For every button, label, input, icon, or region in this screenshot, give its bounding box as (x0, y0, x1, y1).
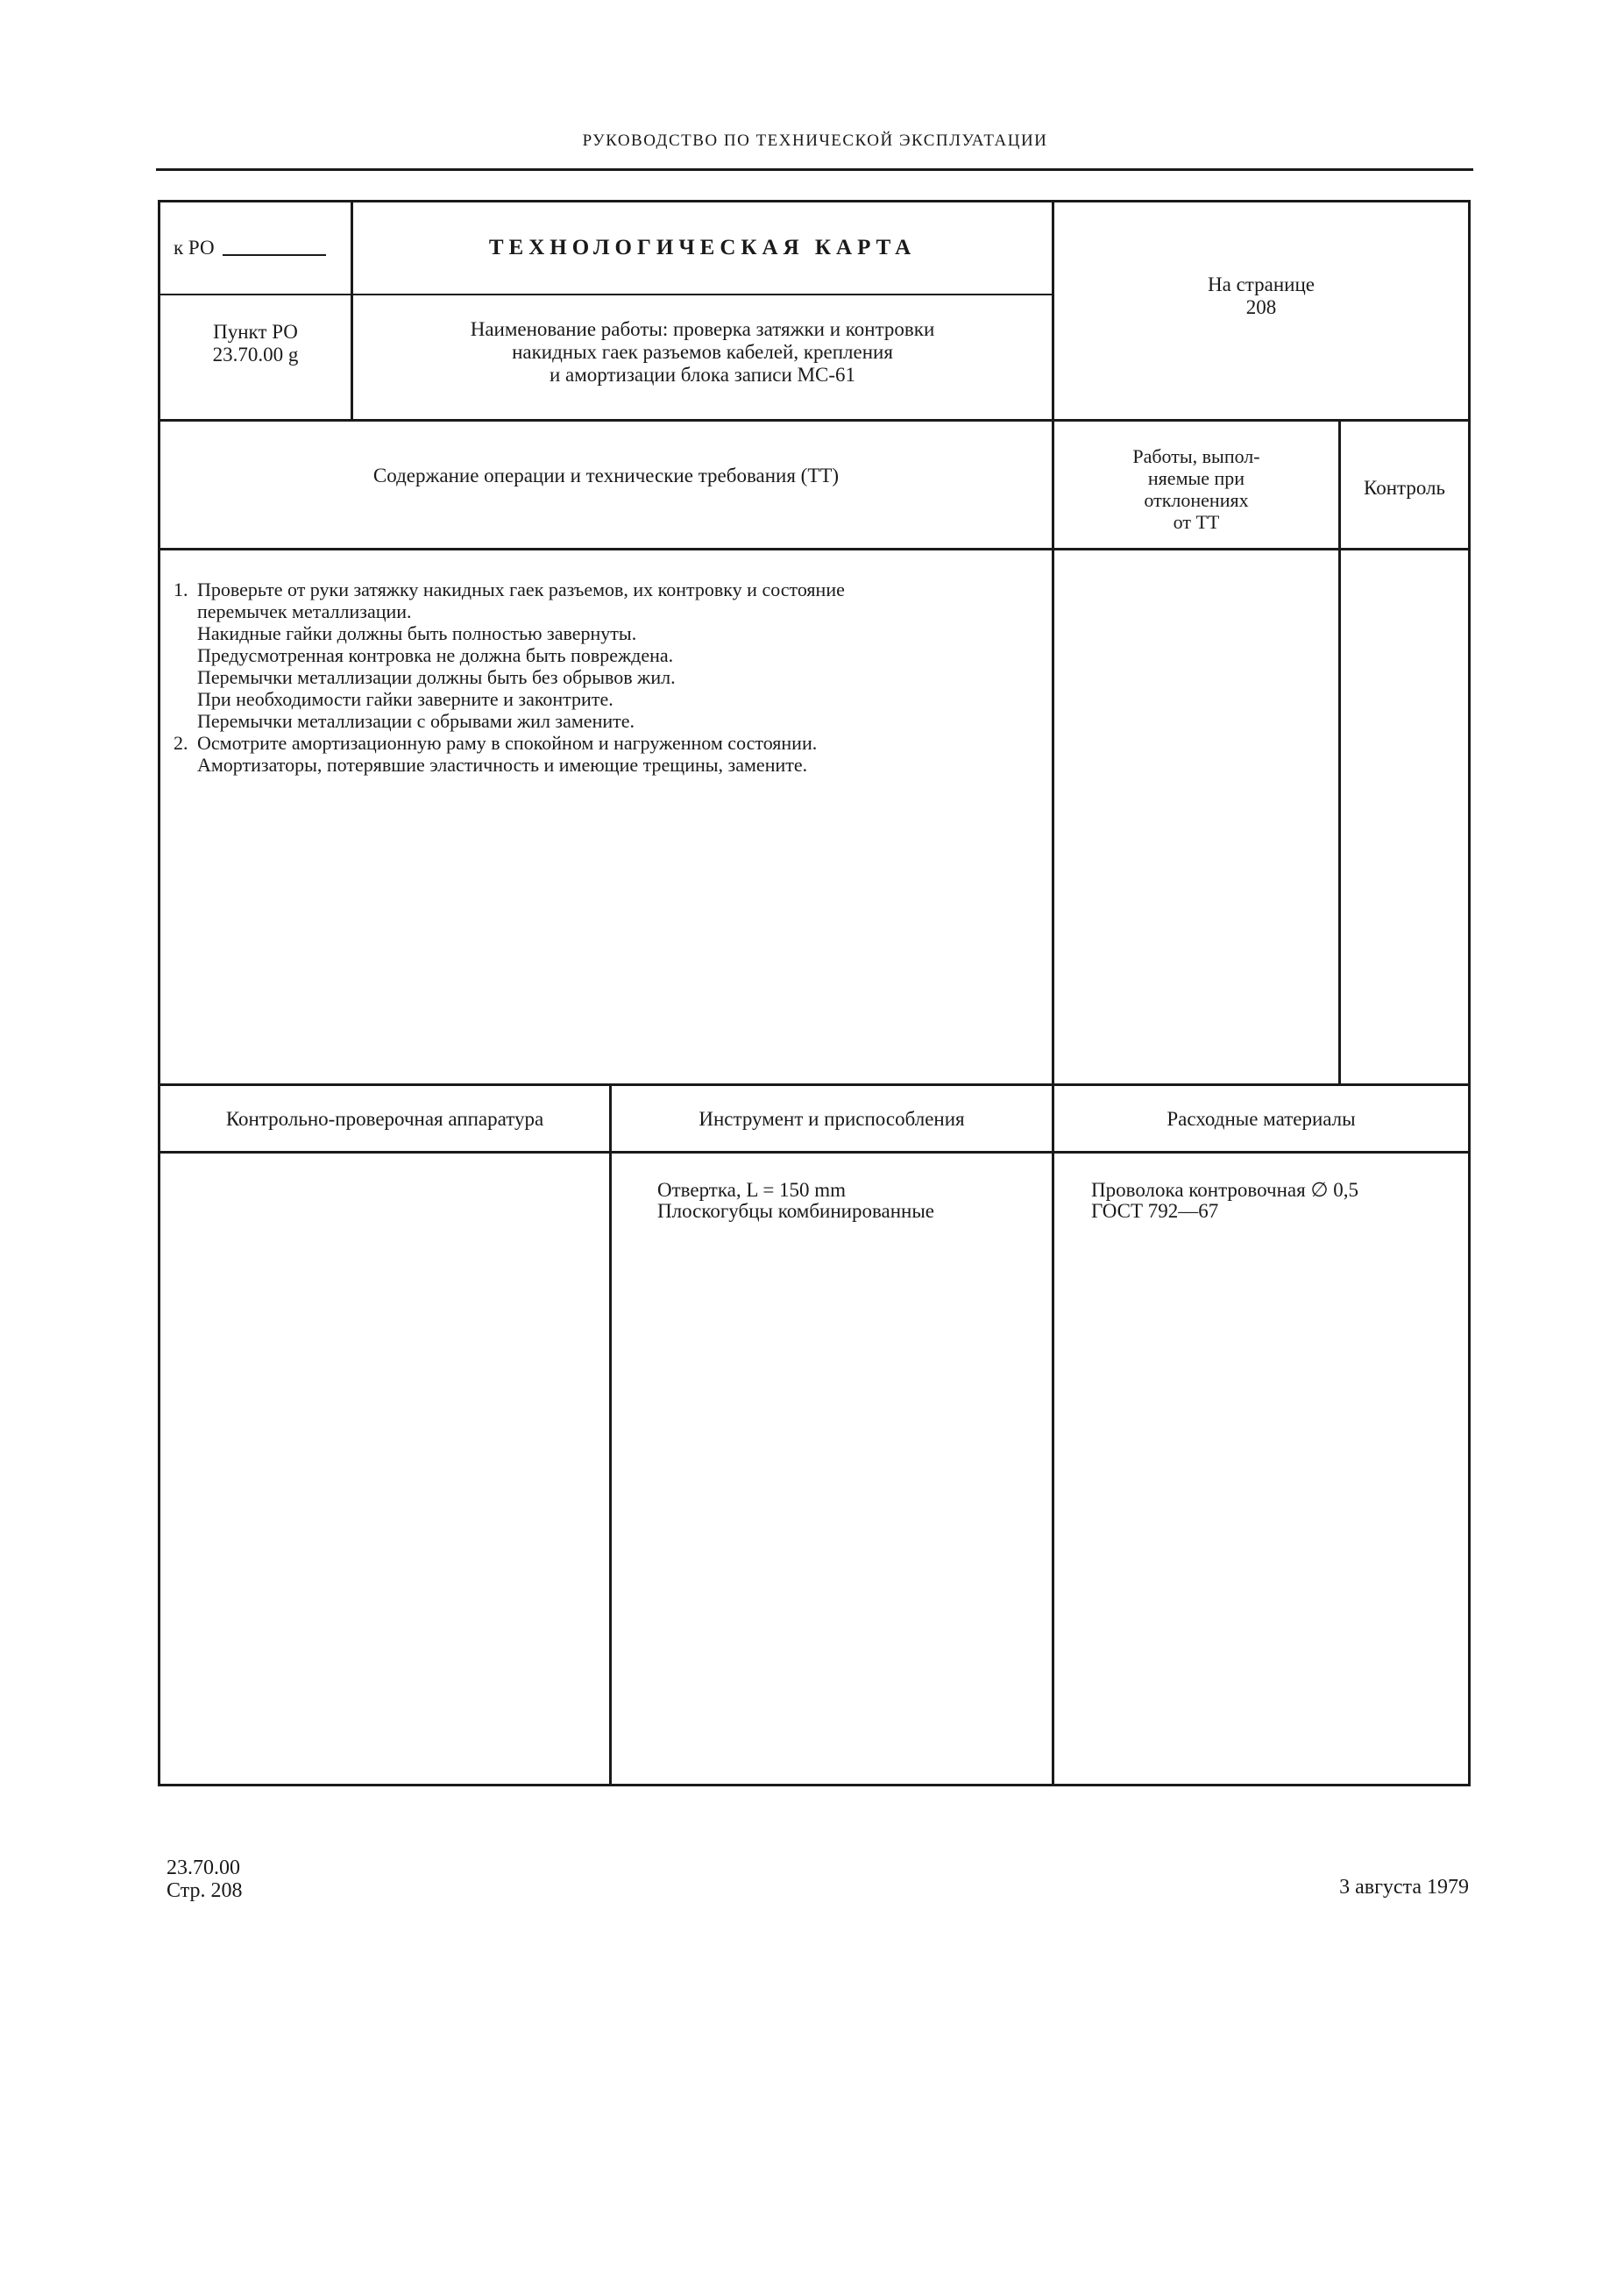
deviation-works-line: от ТТ (1173, 511, 1220, 533)
step-text: Перемычки металлизации с обрывами жил замените. (197, 710, 635, 732)
operation-steps (174, 579, 1041, 776)
tools-header: Инструмент и приспособления (699, 1108, 965, 1130)
material-item: Проволока контровочная ∅ 0,5 (1091, 1179, 1358, 1201)
deviation-works-line: отклонениях (1144, 489, 1249, 511)
step-text: Накидные гайки должны быть полностью завернуты. (197, 622, 637, 644)
page-ref (1054, 273, 1468, 319)
material-item: ГОСТ 792—67 (1091, 1200, 1219, 1222)
content-column-header: Содержание операции и технические требования (ТТ) (372, 465, 840, 486)
page-label: На странице (1208, 273, 1315, 295)
deviation-works-line: няемые при (1147, 467, 1245, 489)
tool-item: Плоскогубцы комбинированные (657, 1200, 935, 1222)
point-value: 23.70.00 g (212, 344, 299, 366)
work-name (353, 318, 1052, 387)
step-number: 2. (174, 732, 188, 754)
point-cell (160, 321, 351, 366)
step-text: перемычек металлизации. (197, 600, 412, 622)
footer-page: Стр. 208 (167, 1879, 243, 1902)
step-item (174, 579, 1041, 600)
step-text: При необходимости гайки заверните и законтрите. (197, 688, 613, 710)
tool-item: Отвертка, L = 150 mm (657, 1179, 847, 1201)
point-label: Пункт РО (213, 321, 298, 343)
ref-cell (174, 237, 340, 259)
step-text: Предусмотренная контровка не должна быть повреждена. (197, 644, 674, 666)
control-column-header: Контроль (1364, 477, 1445, 499)
step-text: Амортизаторы, потерявшие эластичность и имеющие трещины, замените. (197, 754, 808, 776)
work-name-line: Наименование работы: проверка затяжки и контровки (470, 318, 935, 340)
ref-label: к РО (174, 237, 215, 259)
manual-title: РУКОВОДСТВО ПО ТЕХНИЧЕСКОЙ ЭКСПЛУАТАЦИИ (582, 131, 1048, 150)
deviation-works-line: Работы, выпол- (1132, 445, 1260, 467)
footer-left (167, 1857, 429, 1902)
step-text: Проверьте от руки затяжку накидных гаек разъемов, их контровку и состояние (197, 579, 845, 600)
materials-header: Расходные материалы (1167, 1108, 1356, 1130)
materials-list (1091, 1180, 1459, 1222)
step-text: Осмотрите амортизационную раму в спокойном и нагруженном состоянии. (197, 732, 818, 754)
step-item (174, 732, 1041, 754)
work-name-line: и амортизации блока записи МС-61 (549, 364, 856, 386)
ref-blank-line (223, 254, 326, 256)
equipment-header: Контрольно-проверочная аппаратура (225, 1108, 544, 1130)
page-value: 208 (1245, 296, 1277, 318)
card-title: ТЕХНОЛОГИЧЕСКАЯ КАРТА (488, 236, 917, 259)
footer-section: 23.70.00 (167, 1857, 240, 1879)
work-name-line: накидных гаек разъемов кабелей, крепления (512, 341, 893, 363)
footer-date: 3 августа 1979 (1339, 1876, 1469, 1899)
step-text: Перемычки металлизации должны быть без обрывов жил. (197, 666, 676, 688)
tools-list (657, 1180, 1043, 1222)
step-number: 1. (174, 579, 188, 600)
deviation-works-header (1054, 445, 1338, 533)
header-rule (156, 168, 1473, 171)
